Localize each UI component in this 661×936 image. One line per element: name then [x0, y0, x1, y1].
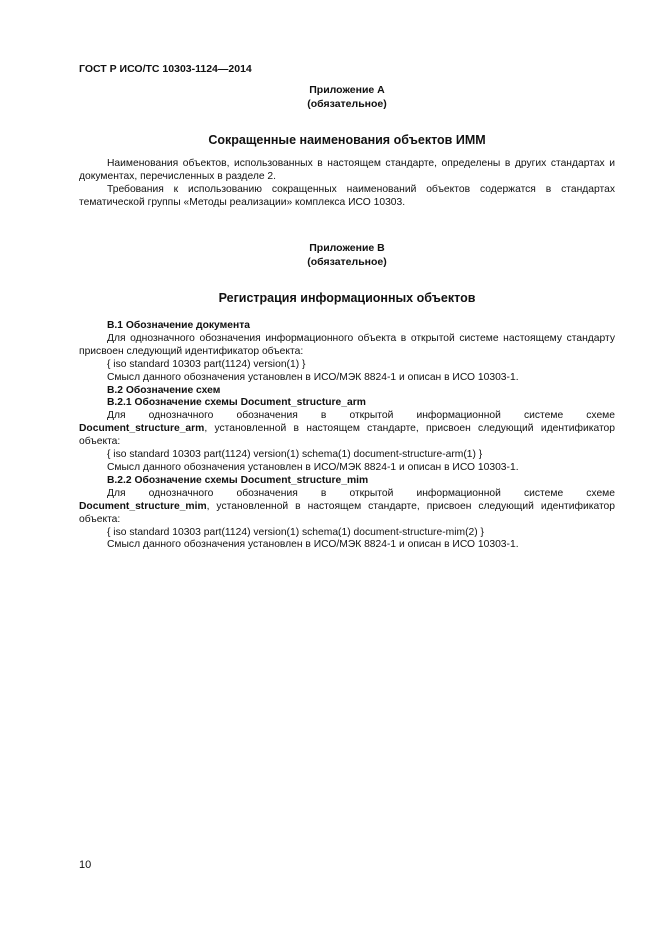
section-b21-identifier: { iso standard 10303 part(1124) version(1) schema(1) document-structure-arm(1) } [107, 449, 483, 461]
section-b21-text-b: , установленной в настоящем стандарте, присвоен следующий идентификатор объекта: [79, 423, 615, 448]
section-b21-schema-name: Document_structure_arm [79, 423, 205, 435]
section-b1-text: Для однозначного обозначения информационного объекта в открытой системе настоящему стандарту присвоен следующий идентификатор объекта: [79, 332, 615, 357]
appendix-b-title: Регистрация информационных объектов [218, 291, 476, 305]
appendix-a-heading [79, 83, 615, 111]
section-b22-text [79, 488, 615, 527]
appendix-a-paragraph-1: Наименования объектов, использованных в настоящем стандарте, определены в других стандартах и документах, перечисленных в разделе 2. [79, 158, 615, 182]
section-b21-text-a: Для однозначного обозначения в открытой информационной системе схеме [107, 410, 615, 422]
section-b2-heading: В.2 Обозначение схем [107, 384, 221, 396]
section-b22-identifier: { iso standard 10303 part(1124) version(1) schema(1) document-structure-mim(2) } [107, 526, 484, 538]
section-b22-text-b: , установленной в настоящем стандарте, присвоен следующий идентификатор объекта: [79, 500, 615, 525]
section-b21-heading: В.2.1 Обозначение схемы Document_structure_arm [107, 397, 366, 409]
appendix-a-status: (обязательное) [307, 98, 387, 110]
section-b1-heading: В.1 Обозначение документа [107, 320, 250, 331]
document-header-id: ГОСТ Р ИСО/ТС 10303-1124—2014 [79, 63, 252, 75]
section-b21-note: Смысл данного обозначения установлен в ИСО/МЭК 8824-1 и описан в ИСО 10303-1. [107, 461, 519, 473]
appendix-b-body [79, 320, 615, 552]
appendix-b-heading [79, 241, 615, 269]
section-b1-note: Смысл данного обозначения установлен в ИСО/МЭК 8824-1 и описан в ИСО 10303-1. [107, 371, 519, 383]
section-b1-identifier: { iso standard 10303 part(1124) version(1) } [107, 358, 306, 370]
section-b22-schema-name: Document_structure_mim [79, 500, 207, 512]
appendix-b-status: (обязательное) [307, 256, 387, 268]
section-b22-heading: В.2.2 Обозначение схемы Document_structure_mim [107, 474, 369, 486]
appendix-b-label: Приложение В [309, 242, 385, 254]
section-b21-text [79, 410, 615, 449]
section-b22-note: Смысл данного обозначения установлен в ИСО/МЭК 8824-1 и описан в ИСО 10303-1. [107, 539, 519, 551]
appendix-a-paragraph-2: Требования к использованию сокращенных наименований объектов содержатся в стандартах тематической группы «Методы реализации» комплекса ИСО 10303. [79, 183, 615, 208]
appendix-a-label: Приложение А [309, 84, 385, 96]
appendix-a-title: Сокращенные наименования объектов ИММ [208, 133, 486, 147]
page-number: 10 [79, 859, 92, 871]
appendix-a-body [79, 158, 615, 210]
section-b22-text-a: Для однозначного обозначения в открытой информационной системе схеме [107, 487, 615, 499]
